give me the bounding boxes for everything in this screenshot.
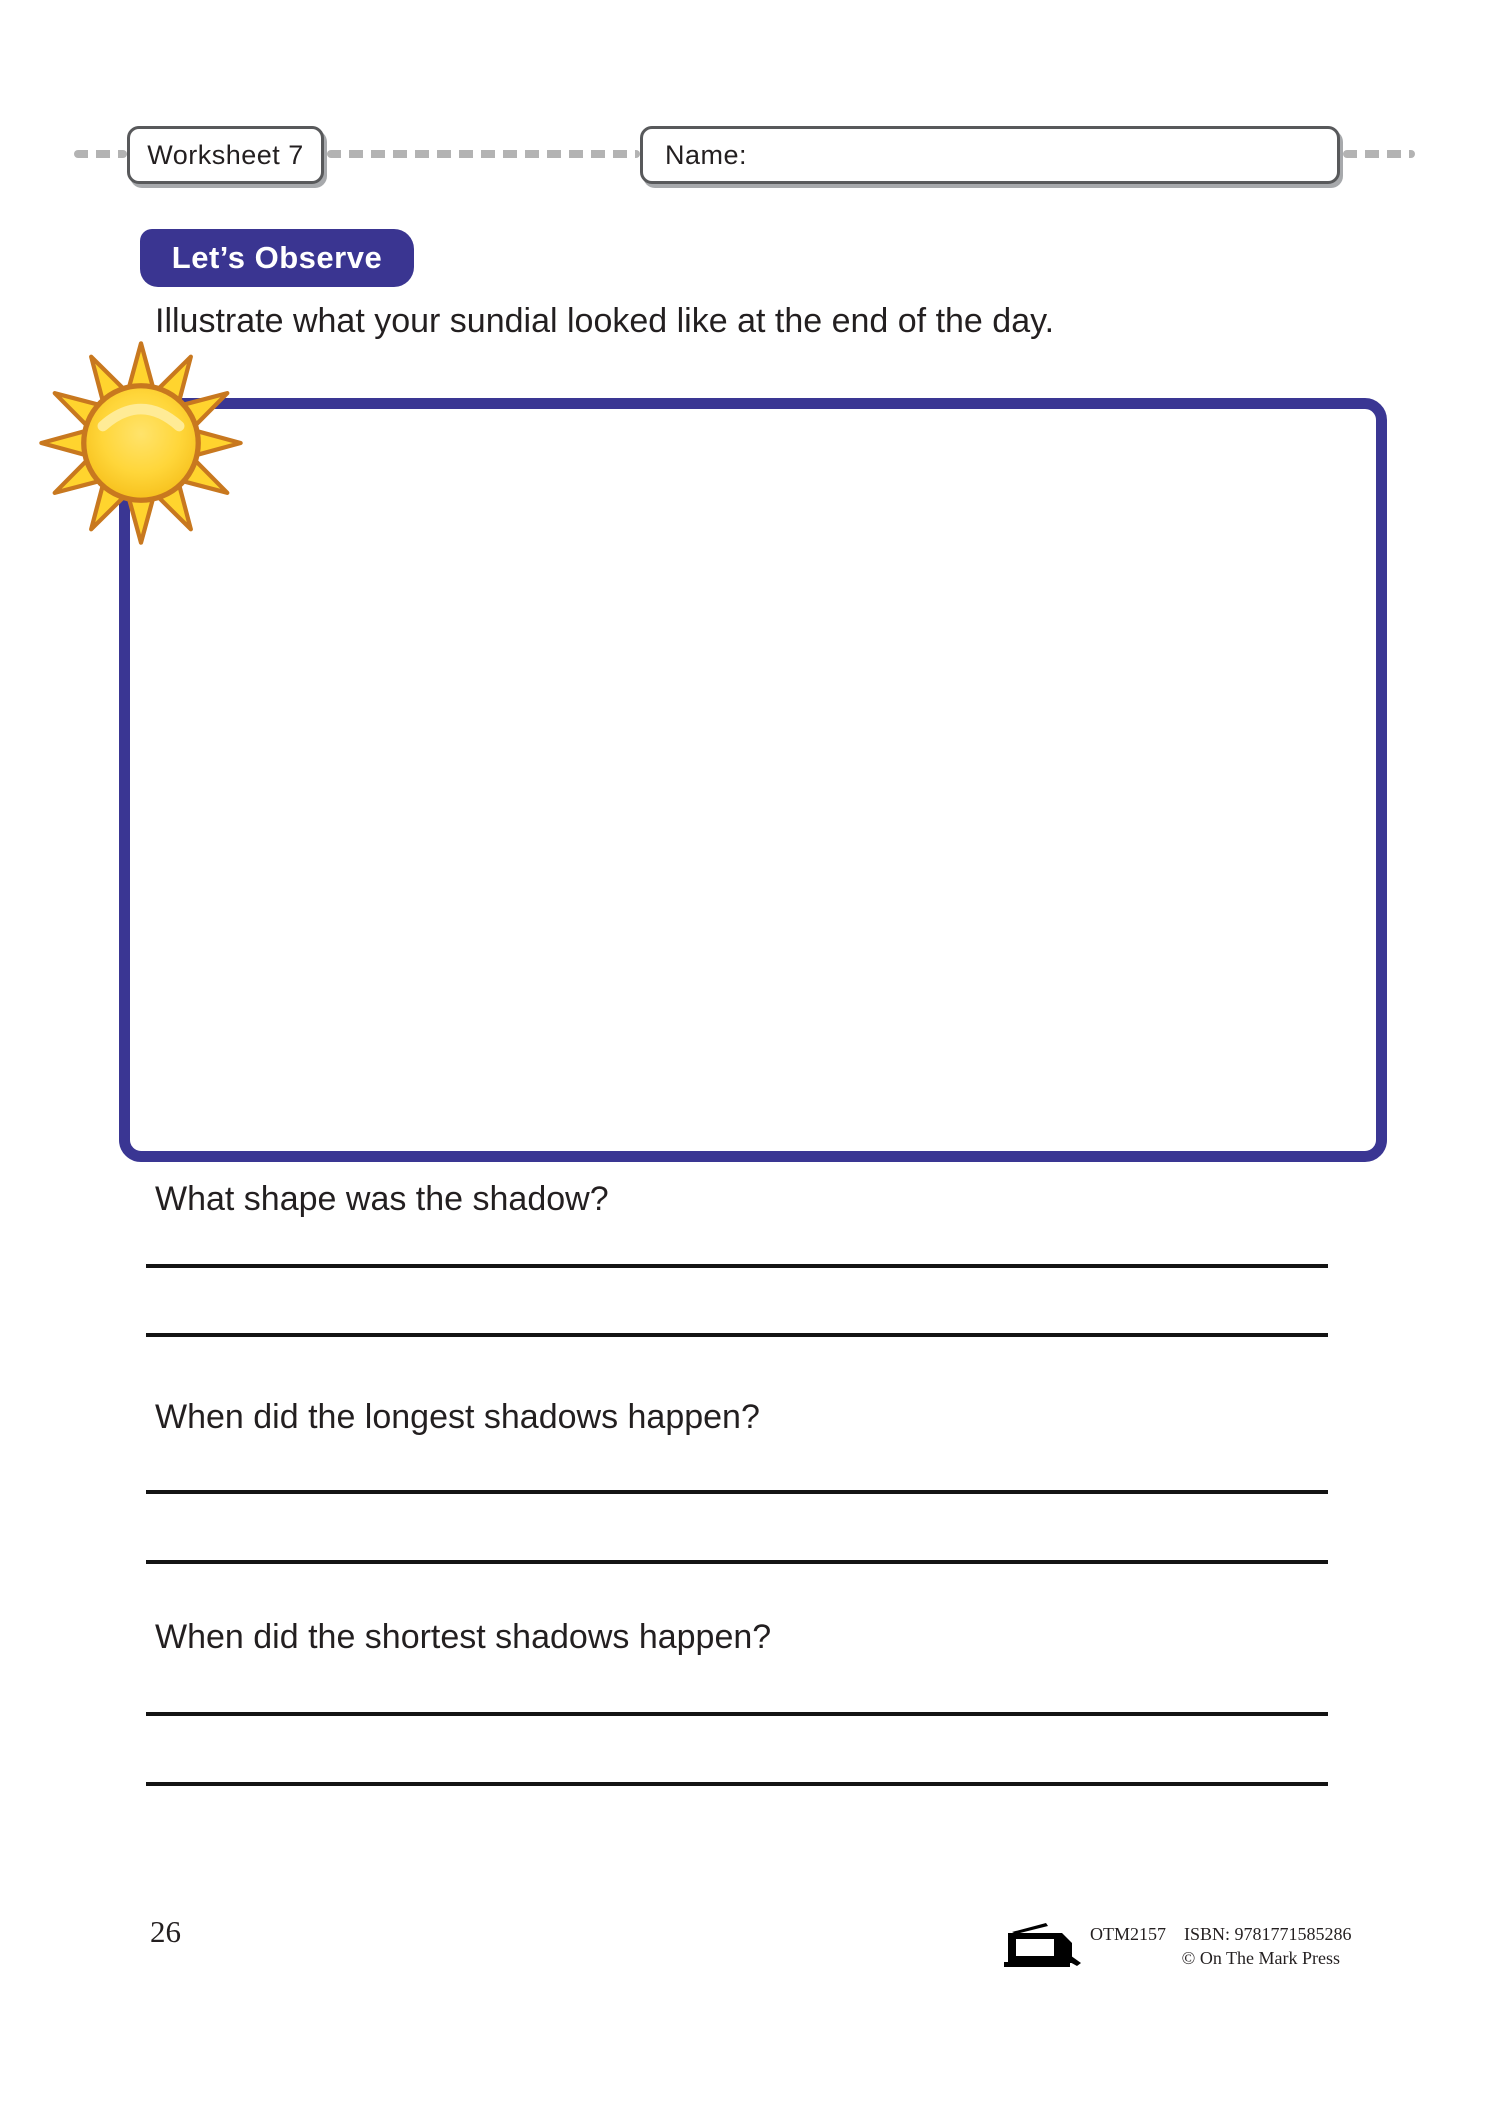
lets-observe-badge bbox=[140, 229, 414, 287]
publisher-info bbox=[1090, 1922, 1352, 1970]
copyright-text: © On The Mark Press bbox=[1181, 1948, 1340, 1968]
worksheet-number-label: Worksheet 7 bbox=[147, 139, 304, 170]
drawing-area[interactable] bbox=[119, 398, 1387, 1162]
dashed-connector bbox=[327, 150, 640, 158]
dashed-connector bbox=[1343, 150, 1415, 158]
projector-logo-icon bbox=[1002, 1918, 1082, 1970]
answer-line[interactable] bbox=[146, 1333, 1328, 1337]
sun-icon bbox=[35, 337, 247, 549]
lets-observe-label: Let’s Observe bbox=[171, 240, 383, 275]
dashed-connector bbox=[74, 150, 127, 158]
answer-line[interactable] bbox=[146, 1490, 1328, 1494]
question-shape-label: What shape was the shadow? bbox=[155, 1180, 609, 1218]
answer-line[interactable] bbox=[146, 1264, 1328, 1268]
name-label: Name: bbox=[665, 139, 748, 170]
product-code: OTM2157 bbox=[1090, 1924, 1166, 1944]
question-shortest-label: When did the shortest shadows happen? bbox=[155, 1618, 772, 1656]
worksheet-number-box bbox=[127, 126, 324, 184]
isbn-text: ISBN: 9781771585286 bbox=[1184, 1924, 1352, 1944]
name-field[interactable] bbox=[640, 126, 1340, 184]
answer-line[interactable] bbox=[146, 1712, 1328, 1716]
page-number: 26 bbox=[150, 1914, 181, 1949]
question-longest-label: When did the longest shadows happen? bbox=[155, 1398, 760, 1436]
answer-line[interactable] bbox=[146, 1782, 1328, 1786]
answer-line[interactable] bbox=[146, 1560, 1328, 1564]
instruction-text: Illustrate what your sundial looked like at the end of the day. bbox=[155, 302, 1055, 340]
